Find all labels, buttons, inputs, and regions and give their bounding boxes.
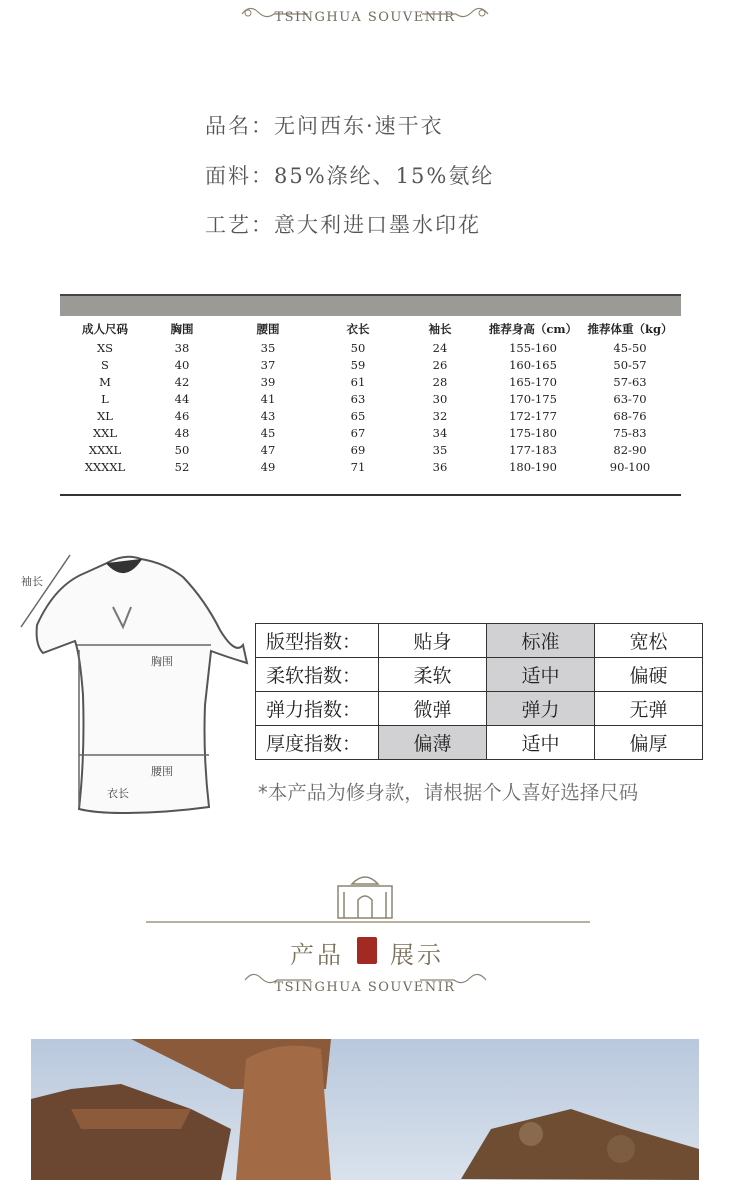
size-col-header: 推荐体重（kg）	[587, 322, 673, 336]
size-cell: 41	[260, 392, 276, 406]
size-col-6	[580, 318, 680, 476]
size-col-header: 腰围	[256, 322, 280, 336]
size-cell: 26	[432, 358, 448, 372]
size-cell: 36	[432, 460, 448, 474]
size-col-4	[410, 318, 470, 476]
size-cell: 165-170	[509, 375, 557, 389]
fit-index-option: 弹力	[487, 692, 595, 726]
waist-label: 腰围	[151, 765, 173, 778]
size-cell: 170-175	[509, 392, 557, 406]
fit-index-option: 适中	[487, 726, 595, 760]
size-cell: S	[101, 358, 109, 372]
size-cell: 63	[350, 392, 366, 406]
brand-text-bottom: TSINGHUA SOUVENIR	[274, 980, 456, 995]
sleeve-label: 袖长	[21, 575, 43, 588]
shirt-measurement-diagram	[15, 545, 255, 825]
fit-index-table	[255, 623, 703, 760]
size-cell: 37	[260, 358, 276, 372]
size-cell: 68-76	[613, 409, 647, 423]
fit-index-label: 版型指数：	[256, 624, 379, 658]
size-cell: 35	[260, 341, 276, 355]
size-cell: 45	[260, 426, 276, 440]
size-col-5	[478, 318, 588, 476]
size-cell: 50-57	[613, 358, 647, 372]
product-craft: 工艺：意大利进口墨水印花	[205, 213, 481, 237]
size-cell: 69	[350, 443, 366, 457]
size-cell: 30	[432, 392, 448, 406]
fit-index-option: 偏硬	[595, 658, 703, 692]
size-col-header: 推荐身高（cm）	[488, 322, 578, 336]
size-cell: XS	[96, 341, 114, 355]
fit-index-option: 贴身	[379, 624, 487, 658]
size-col-header: 袖长	[428, 322, 452, 336]
size-table-header-bar	[60, 294, 681, 316]
size-cell: 42	[174, 375, 190, 389]
size-cell: XL	[97, 409, 113, 423]
fit-index-row	[256, 624, 703, 658]
size-cell: XXXXL	[84, 460, 126, 474]
brand-text-top: TSINGHUA SOUVENIR	[274, 10, 456, 25]
size-cell: 40	[174, 358, 190, 372]
fit-note: *本产品为修身款，请根据个人喜好选择尺码	[258, 781, 639, 804]
size-cell: 44	[174, 392, 190, 406]
fit-index-option: 适中	[487, 658, 595, 692]
size-col-2	[238, 318, 298, 476]
size-cell: 34	[432, 426, 448, 440]
tsinghua-gate-icon	[332, 870, 398, 922]
size-cell: 24	[432, 341, 448, 355]
size-cell: XXXL	[88, 443, 122, 457]
size-cell: 175-180	[509, 426, 557, 440]
size-cell: 49	[260, 460, 276, 474]
size-col-header: 胸围	[170, 322, 194, 336]
right-ornament-icon	[420, 2, 490, 24]
fit-index-row	[256, 658, 703, 692]
section-title-right: 展示	[390, 941, 444, 969]
size-cell: 46	[174, 409, 190, 423]
size-cell: 160-165	[509, 358, 557, 372]
size-cell: 50	[174, 443, 190, 457]
length-label: 衣长	[107, 787, 129, 800]
size-cell: 155-160	[509, 341, 557, 355]
right-ornament-icon-2	[418, 968, 488, 990]
size-cell: 35	[432, 443, 448, 457]
product-name: 品名：无问西东·速干衣	[205, 114, 444, 138]
product-showcase-photo	[31, 1039, 699, 1180]
fit-index-label: 柔软指数：	[256, 658, 379, 692]
fit-index-row	[256, 726, 703, 760]
product-fabric: 面料：85%涤纶、15%氨纶	[205, 164, 495, 188]
size-cell: M	[99, 375, 111, 389]
size-cell: L	[101, 392, 109, 406]
fit-index-label: 弹力指数：	[256, 692, 379, 726]
size-col-3	[328, 318, 388, 476]
size-col-1	[152, 318, 212, 476]
size-cell: 61	[350, 375, 366, 389]
size-cell: XXL	[92, 426, 117, 440]
size-cell: 75-83	[613, 426, 647, 440]
size-cell: 39	[260, 375, 276, 389]
fit-index-option: 无弹	[595, 692, 703, 726]
size-cell: 28	[432, 375, 448, 389]
size-cell: 65	[350, 409, 366, 423]
shirt-outline	[37, 557, 247, 813]
size-col-0	[60, 318, 150, 476]
size-cell: 47	[260, 443, 276, 457]
section-divider	[146, 921, 590, 923]
size-cell: 43	[260, 409, 276, 423]
seal-stamp-icon	[357, 937, 377, 964]
size-cell: 90-100	[609, 460, 651, 474]
size-cell: 52	[174, 460, 190, 474]
size-cell: 50	[350, 341, 366, 355]
size-table-bottom-rule	[60, 494, 681, 496]
size-table	[60, 294, 681, 496]
size-cell: 180-190	[509, 460, 557, 474]
size-cell: 38	[174, 341, 190, 355]
top-brand-banner	[0, 0, 730, 36]
size-cell: 48	[174, 426, 190, 440]
size-cell: 172-177	[509, 409, 557, 423]
size-cell: 71	[350, 460, 366, 474]
size-cell: 32	[432, 409, 448, 423]
section-title-left: 产品	[290, 941, 344, 969]
fit-index-option: 偏薄	[379, 726, 487, 760]
fit-index-option: 柔软	[379, 658, 487, 692]
chest-label: 胸围	[151, 655, 173, 668]
size-cell: 67	[350, 426, 366, 440]
fit-index-option: 偏厚	[595, 726, 703, 760]
size-col-header: 衣长	[346, 322, 370, 336]
size-cell: 177-183	[509, 443, 557, 457]
size-cell: 63-70	[613, 392, 647, 406]
size-cell: 45-50	[613, 341, 647, 355]
fit-index-option: 标准	[487, 624, 595, 658]
fit-index-label: 厚度指数：	[256, 726, 379, 760]
fit-index-row	[256, 692, 703, 726]
size-col-header: 成人尺码	[82, 322, 128, 336]
size-cell: 57-63	[613, 375, 647, 389]
fit-index-option: 宽松	[595, 624, 703, 658]
size-cell: 59	[350, 358, 366, 372]
fit-index-option: 微弹	[379, 692, 487, 726]
size-cell: 82-90	[613, 443, 647, 457]
